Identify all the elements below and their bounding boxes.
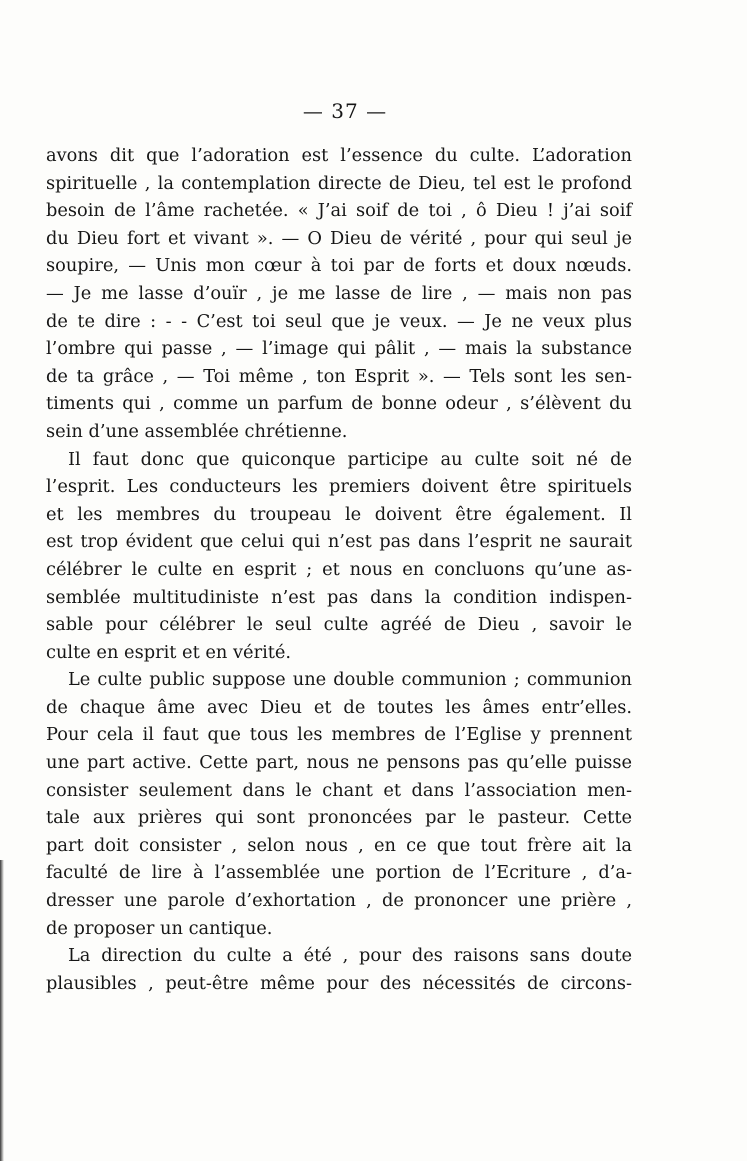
text-line: du Dieu fort et vivant ». — O Dieu de vérité , pour qui seul je — [46, 227, 632, 249]
paragraph — [46, 666, 632, 942]
body-text — [46, 142, 632, 997]
text-line: part doit consister , selon nous , en ce que tout frère ait la — [46, 834, 632, 856]
text-line: — Je me lasse d’ouïr , je me lasse de lire , — mais non pas — [46, 282, 632, 304]
text-line: consister seulement dans le chant et dans l’association men- — [46, 779, 632, 801]
text-line: plausibles , peut-être même pour des nécessités de circons- — [46, 972, 632, 994]
page-number: — 37 — — [302, 99, 388, 123]
text-line: sein d’une assemblée chrétienne. — [46, 420, 348, 442]
text-line: tale aux prières qui sont prononcées par le pasteur. Cette — [46, 807, 632, 829]
text-line: faculté de lire à l’assemblée une portion de l’Ecriture , d’a- — [46, 862, 632, 884]
text-line: spirituelle , la contemplation directe de Dieu, tel est le profond — [46, 172, 632, 194]
text-line: besoin de l’âme rachetée. « J’ai soif de toi , ô Dieu ! j’ai soif — [46, 200, 632, 222]
text-line: l’esprit. Les conducteurs les premiers doivent être spirituels — [46, 476, 632, 498]
text-line: Le culte public suppose une double communion ; communion — [68, 669, 632, 691]
text-line: La direction du culte a été , pour des raisons sans doute — [68, 945, 632, 967]
text-line: de te dire : - - C’est toi seul que je veux. — Je ne veux plus — [46, 310, 632, 332]
text-line: timents qui , comme un parfum de bonne odeur , s’élèvent du — [46, 393, 632, 415]
paragraph — [46, 942, 632, 997]
paragraph — [46, 142, 632, 446]
text-line: avons dit que l’adoration est l’essence du culte. L’adoration — [46, 145, 632, 166]
text-line: culte en esprit et en vérité. — [46, 641, 292, 663]
text-line: célébrer le culte en esprit ; et nous en concluons qu’une as- — [46, 558, 632, 580]
text-line: dresser une parole d’exhortation , de prononcer une prière , — [46, 890, 632, 912]
text-line: une part active. Cette part, nous ne pensons pas qu’elle puisse — [46, 752, 632, 774]
text-line: et les membres du troupeau le doivent être également. Il — [46, 503, 632, 525]
text-line: Il faut donc que quiconque participe au culte soit né de — [68, 448, 632, 470]
text-line: l’ombre qui passe , — l’image qui pâlit , — mais la substance — [46, 338, 632, 360]
text-line: de proposer un cantique. — [46, 917, 273, 939]
text-line: sable pour célébrer le seul culte agréé de Dieu , savoir le — [46, 614, 632, 636]
paragraph — [46, 446, 632, 667]
text-line: de chaque âme avec Dieu et de toutes les âmes entr’elles. — [46, 696, 632, 718]
text-line: est trop évident que celui qui n’est pas dans l’esprit ne saurait — [46, 531, 632, 553]
text-line: soupire, — Unis mon cœur à toi par de forts et doux nœuds. — [46, 255, 632, 277]
text-line: Pour cela il faut que tous les membres de l’Eglise y prennent — [46, 724, 632, 746]
page-edge-shadow — [0, 860, 4, 1161]
text-line: de ta grâce , — Toi même , ton Esprit ». — Tels sont les sen- — [46, 365, 632, 387]
text-line: semblée multitudiniste n’est pas dans la condition indispen- — [46, 586, 632, 608]
